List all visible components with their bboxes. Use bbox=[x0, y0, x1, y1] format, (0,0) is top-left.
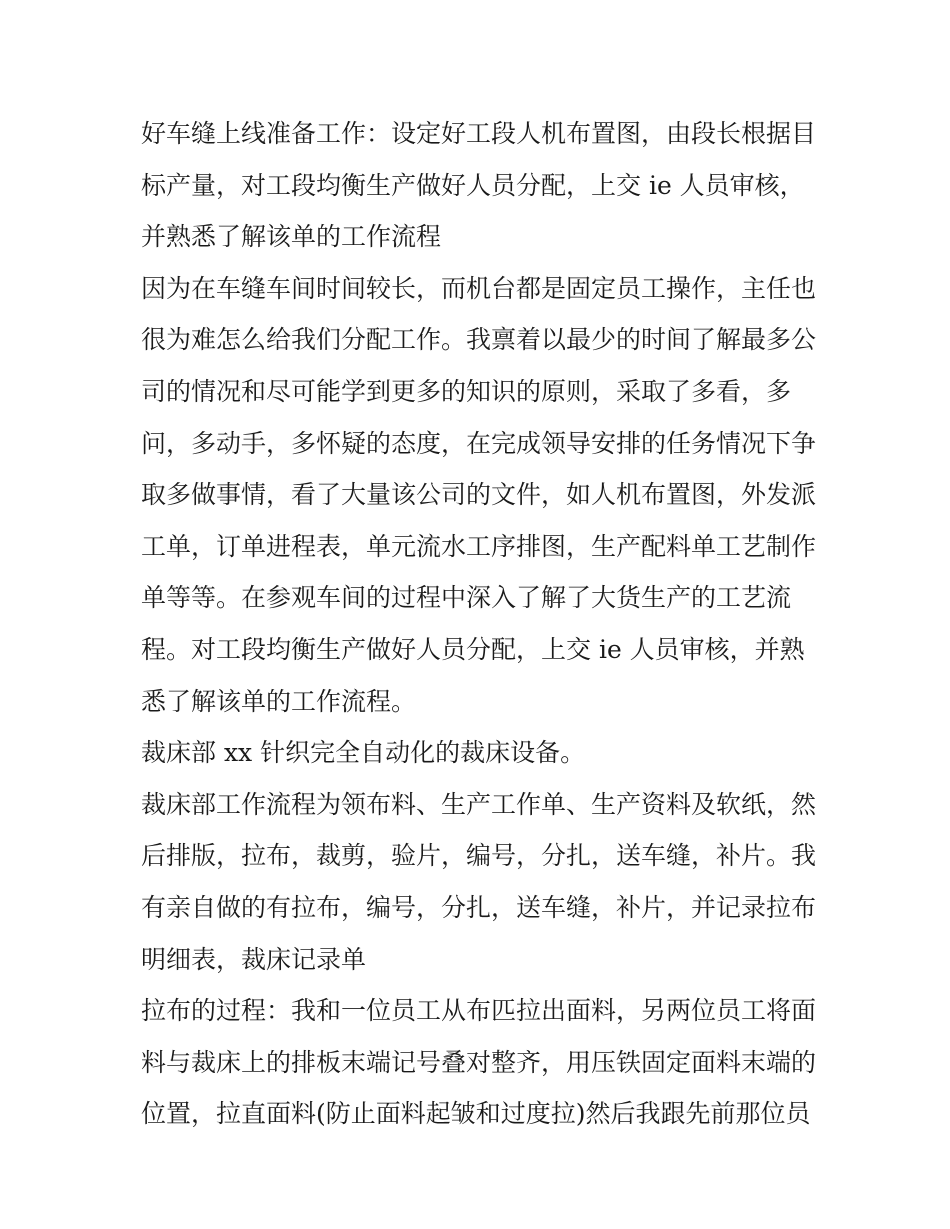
text-line: 裁床部 xx 针织完全自动化的裁床设备。 bbox=[141, 738, 586, 768]
text-line: 位置，拉直面料(防止面料起皱和过度拉)然后我跟先前那位员 bbox=[141, 1099, 811, 1129]
text-line: 料与裁床上的排板末端记号叠对整齐，用压铁固定面料末端的 bbox=[141, 1047, 817, 1077]
text-line: 问，多动手，多怀疑的态度，在完成领导安排的任务情况下争 bbox=[141, 428, 817, 458]
text-line: 很为难怎么给我们分配工作。我禀着以最少的时间了解最多公 bbox=[141, 325, 817, 355]
text-line: 取多做事情，看了大量该公司的文件，如人机布置图，外发派 bbox=[141, 480, 817, 510]
text-line: 好车缝上线准备工作：设定好工段人机布置图，由段长根据目 bbox=[141, 119, 817, 148]
text-line: 裁床部工作流程为领布料、生产工作单、生产资料及软纸，然 bbox=[141, 789, 817, 819]
text-line: 司的情况和尽可能学到更多的知识的原则，采取了多看，多 bbox=[141, 376, 792, 406]
text-line: 并熟悉了解该单的工作流程 bbox=[141, 222, 442, 252]
text-line: 有亲自做的有拉布，编号，分扎，送车缝，补片，并记录拉布 bbox=[141, 892, 817, 922]
text-line: 工单，订单进程表，单元流水工序排图，生产配料单工艺制作 bbox=[141, 531, 817, 561]
text-line: 标产量，对工段均衡生产做好人员分配，上交 ie 人员审核， bbox=[141, 170, 805, 200]
text-line: 悉了解该单的工作流程。 bbox=[141, 686, 417, 716]
text-line: 后排版，拉布，裁剪，验片，编号，分扎，送车缝，补片。我 bbox=[141, 841, 817, 871]
text-line: 明细表，裁床记录单 bbox=[141, 944, 367, 974]
text-line: 因为在车缝车间时间较长，而机台都是固定员工操作，主任也 bbox=[141, 273, 817, 303]
text-line: 拉布的过程：我和一位员工从布匹拉出面料，另两位员工将面 bbox=[141, 996, 817, 1026]
body-text bbox=[141, 108, 821, 1140]
text-line: 单等等。在参观车间的过程中深入了解了大货生产的工艺流 bbox=[141, 583, 792, 613]
text-line: 程。对工段均衡生产做好人员分配，上交 ie 人员审核，并熟 bbox=[141, 634, 805, 664]
